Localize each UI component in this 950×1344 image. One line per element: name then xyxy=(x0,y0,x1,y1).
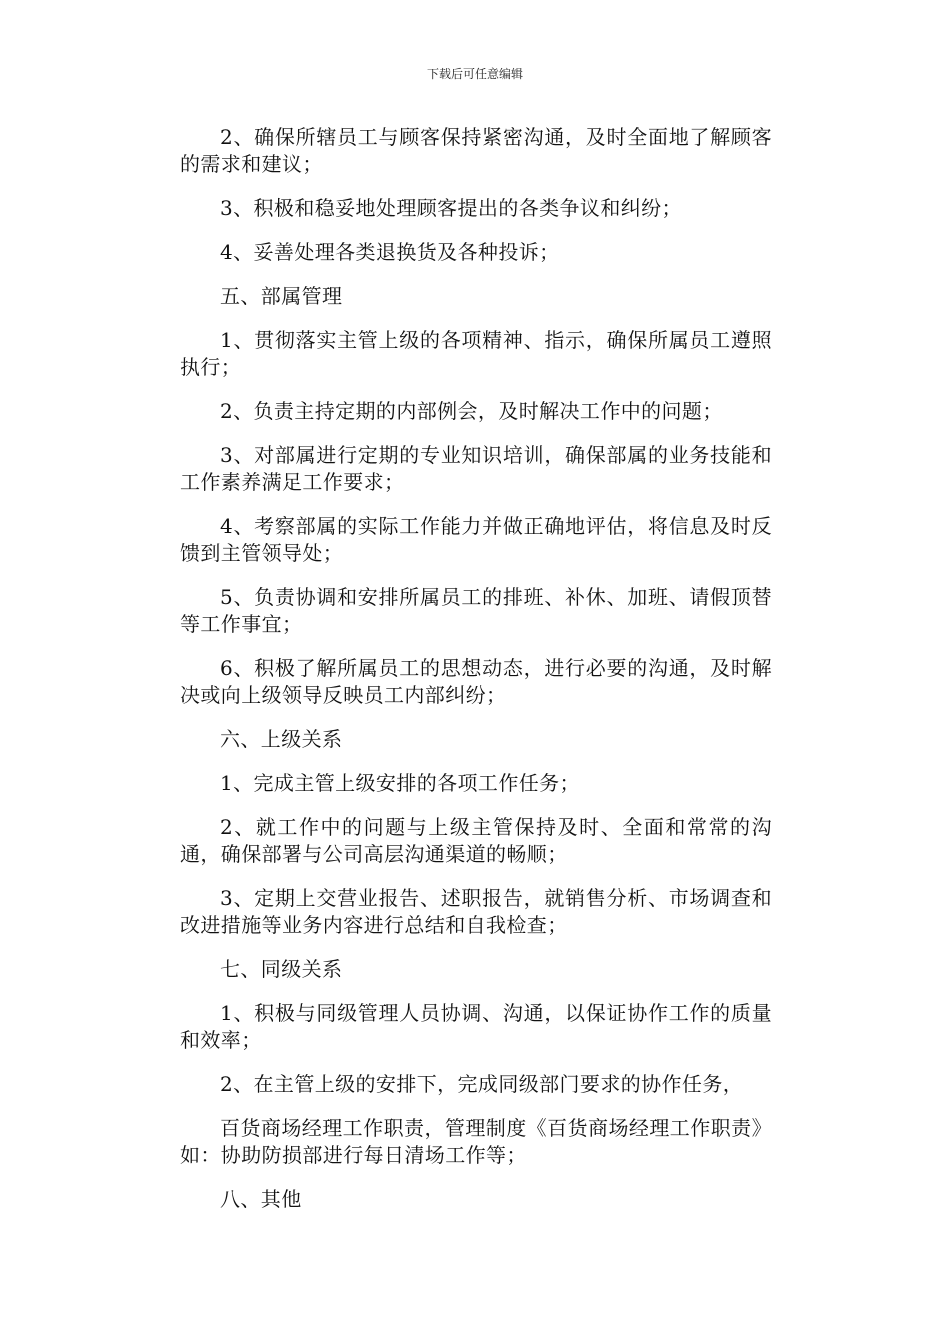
paragraph: 2、确保所辖员工与顾客保持紧密沟通，及时全面地了解顾客的需求和建议； xyxy=(180,125,772,176)
section-heading: 五、部属管理 xyxy=(220,284,343,308)
paragraph: 1、贯彻落实主管上级的各项精神、指示，确保所属员工遵照执行； xyxy=(180,328,772,379)
paragraph: 3、对部属进行定期的专业知识培训，确保部属的业务技能和工作素养满足工作要求； xyxy=(180,443,772,494)
section-heading: 六、上级关系 xyxy=(220,727,343,751)
paragraph: 2、就工作中的问题与上级主管保持及时、全面和常常的沟通，确保部署与公司高层沟通渠道的畅顺； xyxy=(180,815,772,866)
paragraph: 百货商场经理工作职责，管理制度《百货商场经理工作职责》如：协助防损部进行每日清场工作等； xyxy=(180,1116,772,1167)
paragraph: 2、在主管上级的安排下，完成同级部门要求的协作任务， xyxy=(220,1072,744,1096)
paragraph: 6、积极了解所属员工的思想动态，进行必要的沟通，及时解决或向上级领导反映员工内部纠纷； xyxy=(180,656,772,707)
paragraph: 3、定期上交营业报告、述职报告，就销售分析、市场调查和改进措施等业务内容进行总结和自我检查； xyxy=(180,886,772,937)
paragraph: 1、积极与同级管理人员协调、沟通，以保证协作工作的质量和效率； xyxy=(180,1001,772,1052)
section-heading: 七、同级关系 xyxy=(220,957,343,981)
document-body xyxy=(180,124,772,1230)
paragraph: 1、完成主管上级安排的各项工作任务； xyxy=(220,771,580,795)
paragraph: 2、负责主持定期的内部例会，及时解决工作中的问题； xyxy=(220,399,723,423)
paragraph: 5、负责协调和安排所属员工的排班、补休、加班、请假顶替等工作事宜； xyxy=(180,585,772,636)
section-heading: 八、其他 xyxy=(220,1187,302,1211)
paragraph: 4、考察部属的实际工作能力并做正确地评估，将信息及时反馈到主管领导处； xyxy=(180,514,772,565)
paragraph: 3、积极和稳妥地处理顾客提出的各类争议和纠纷； xyxy=(220,196,682,220)
page-header-note: 下载后可任意编辑 xyxy=(426,67,523,81)
paragraph: 4、妥善处理各类退换货及各种投诉； xyxy=(220,240,560,264)
